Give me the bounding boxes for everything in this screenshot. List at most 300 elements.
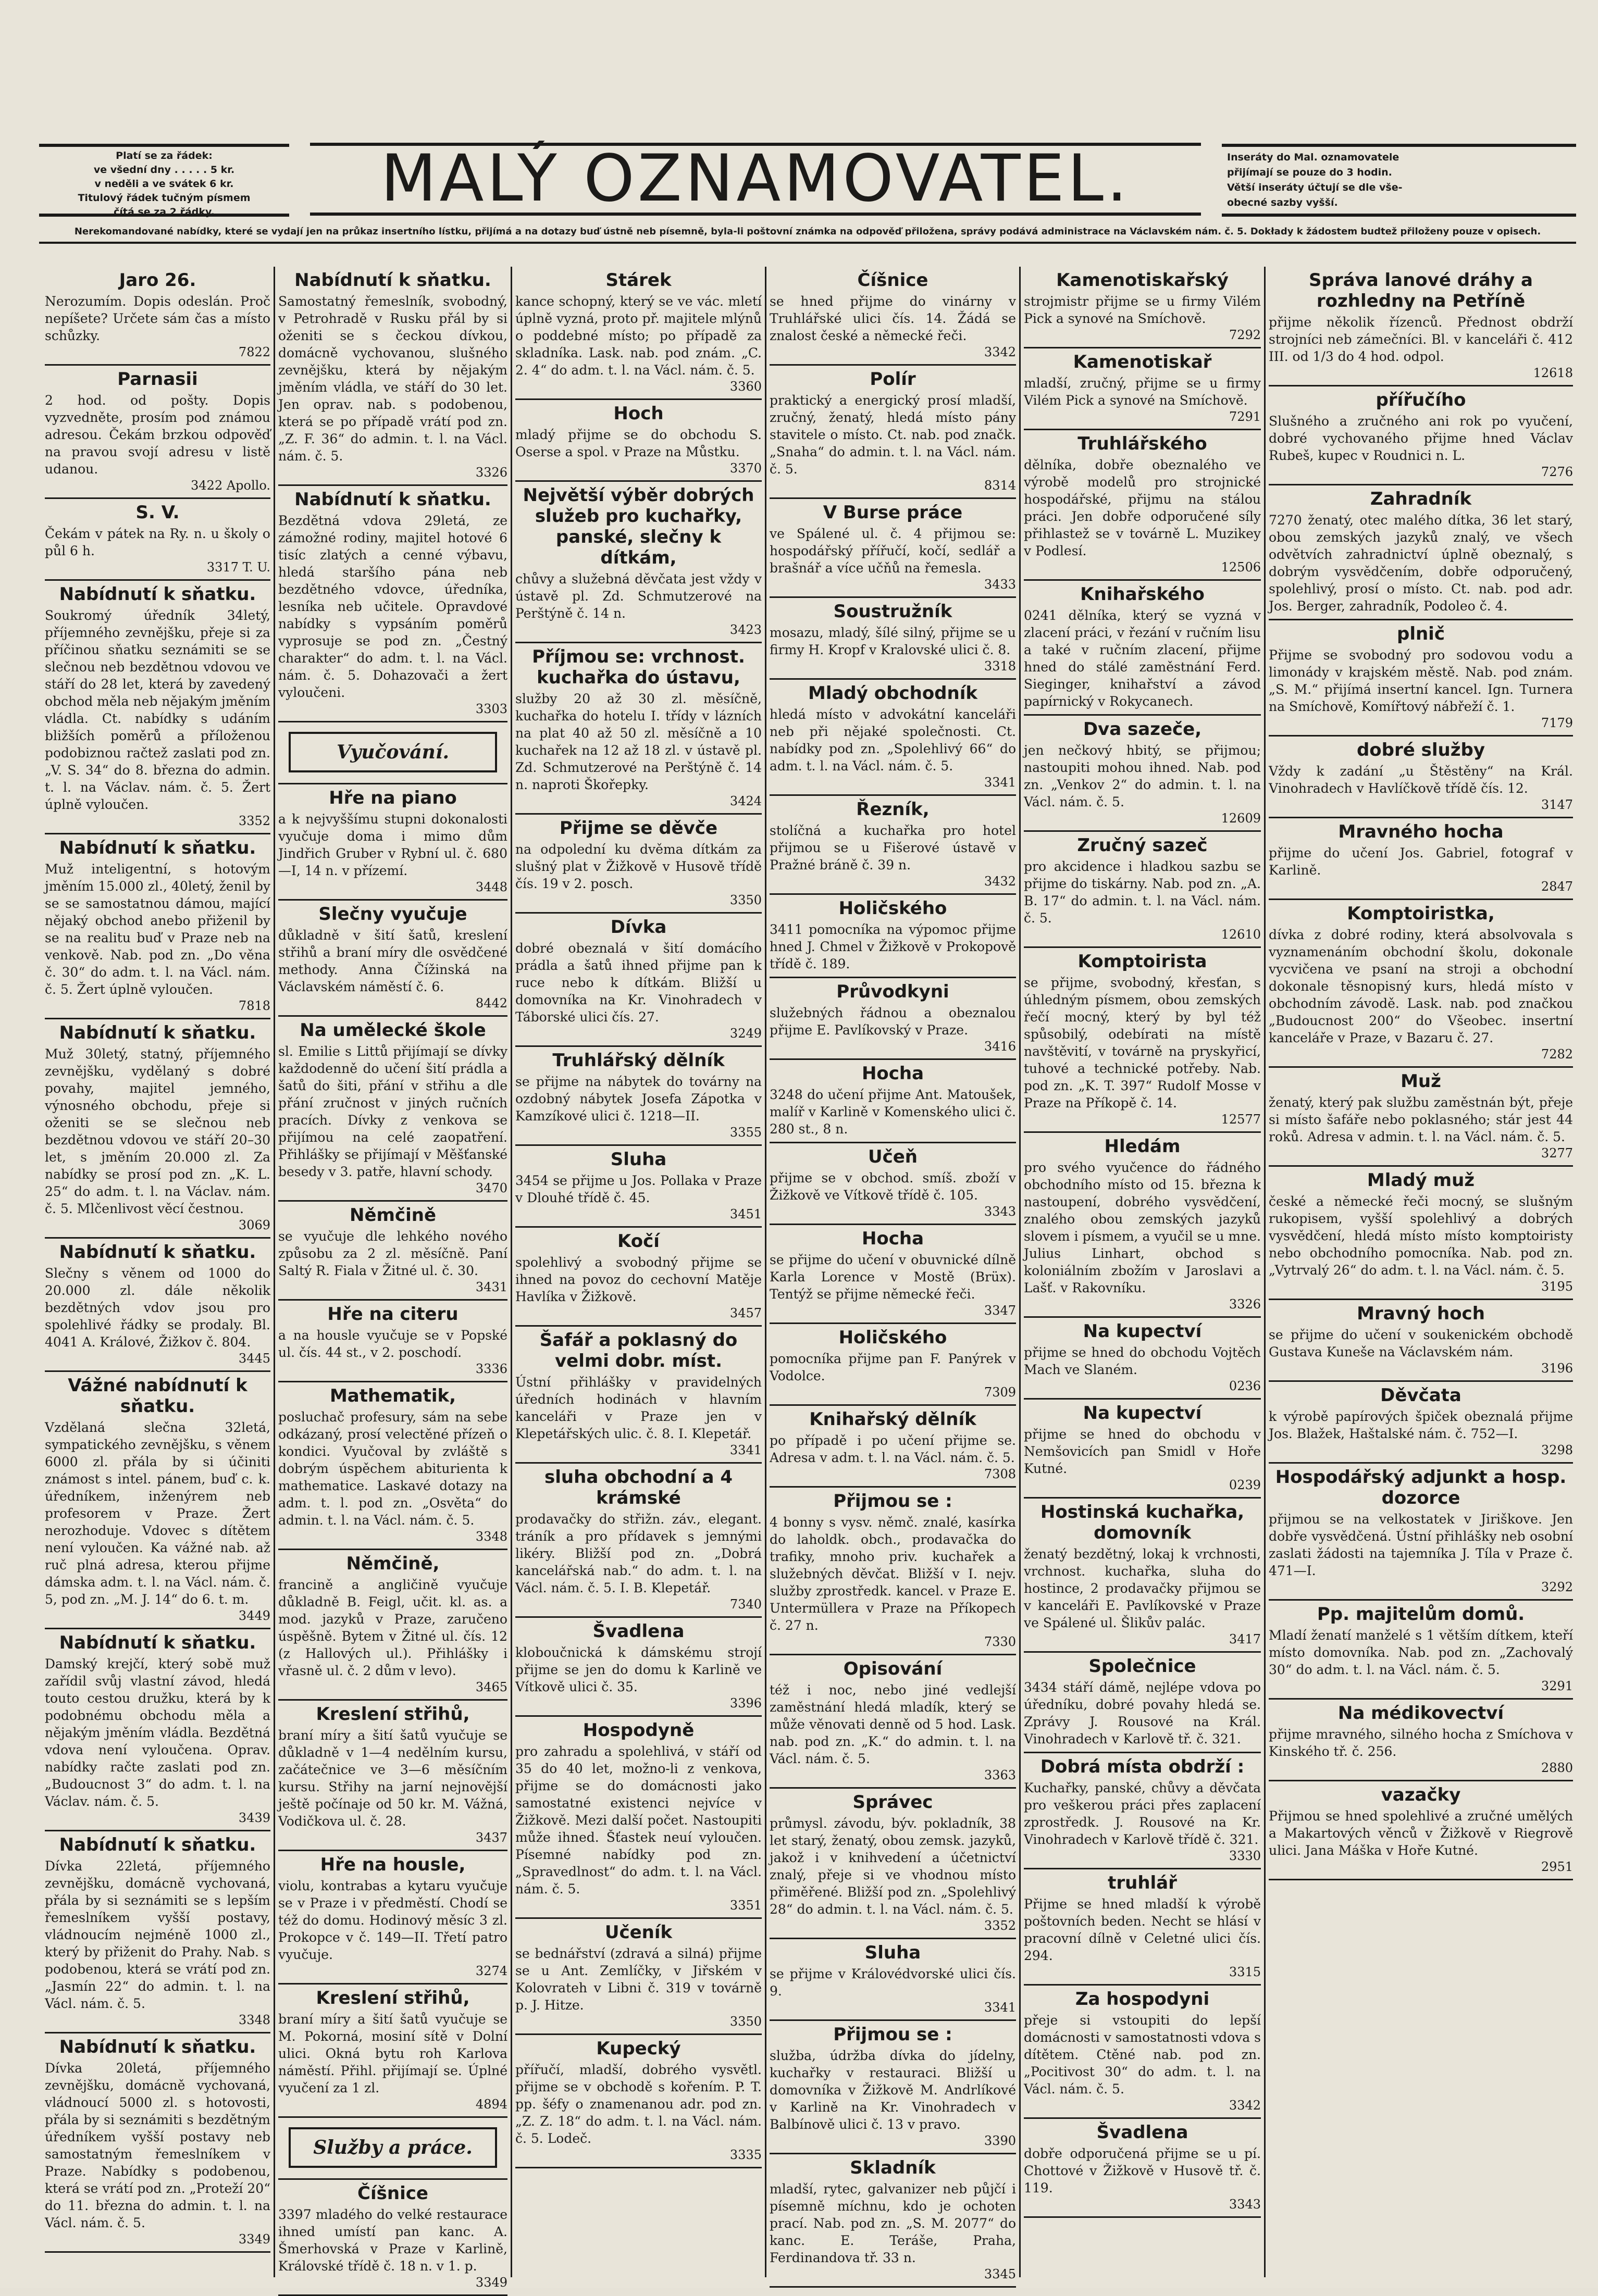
ad-number: 3350 — [729, 893, 762, 907]
ad-body: Muž inteligentní, s hotovým jměním 15.000 zl., 40letý, ženil by se se samostatnou dámou, mající nějaký obchod anebo přiženil by se na realitu buď v Praze neb na venkově. Nab. pod zn. „Do věna č. 30“ do adm. t. l. na Václ. nám. č. 5. Žert úplně vyloučen. — [45, 862, 270, 997]
ad-heading: Nabídnutí k sňatku. — [59, 838, 256, 858]
classified-ad — [1024, 948, 1261, 1133]
ad-body: přeje si vstoupiti do lepší domácnosti v samostatnosti vdova s dítětem. Ctěné nab. pod zn. „Pocitivost 30“ do adm. t. l. na Václ. nám. č. 5. — [1024, 2013, 1261, 2097]
ad-heading: V Burse práce — [823, 502, 963, 523]
classified-ad — [45, 1629, 270, 1831]
ad-heading: Na kupectví — [1083, 1321, 1202, 1342]
classified-ad — [278, 1985, 507, 2118]
ad-heading: Soustružník — [833, 601, 952, 622]
ad-number: 3422 Apollo. — [191, 478, 270, 493]
ad-body: kance schopný, který se ve vác. mletí úplně vyzná, proto př. majitele mlýnů o poddebné místo; po případě za skladníka. Lask. nab. pod znám. „C. 2. 4“ do adm. t. l. na Václ. nám. č. 5. — [515, 294, 762, 378]
ad-number: 3147 — [1541, 797, 1573, 812]
ad-number: 3291 — [1541, 1679, 1573, 1693]
ad-heading: Dobrá místa obdrží : — [1040, 1756, 1245, 1777]
classified-ad — [278, 901, 507, 1017]
ad-heading: Slečny vyučuje — [318, 904, 467, 925]
ad-number: 3315 — [1229, 1965, 1261, 1979]
ad-body: kloboučnická k dámskému strojí přijme se jen do domu k Karlině ve Vítkově ulici č. 35. — [515, 1645, 762, 1694]
classified-ad — [1024, 581, 1261, 716]
ad-body: dobré obeznalá v šití domácího prádla a šatů ihned přijme pan k ruce nebo k dítkám. Bližší u domovníka na Kr. Vinohradech v Táborské ulici čís. 27. — [515, 941, 762, 1025]
ad-body: posluchač profesury, sám na sebe odkázaný, prosí velectěné přízeň o kondici. Vyučoval by zvláště s dobrým úspěchem abiturienta k mathematice. Laskavé dotazy na adm. t. l. pod zn. „Osvěta“ do admin. t. l. na Václ. nám. č. 5. — [278, 1409, 507, 1528]
ad-body: braní míry a šití šatů vyučuje se M. Pokorná, mosiní sítě v Dolní ulici. Okná bytu roh Karlova náměstí. Přihl. přijímají se. Úplné vyučení za 1 zl. — [278, 2012, 507, 2095]
ad-body: jen nečkový hbitý, se přijmou; nastoupiti mohou ihned. Nab. pod zn. „Venkov 2“ do admin. t. l. na Václ. nám. č. 5. — [1024, 743, 1261, 809]
classified-ad — [1024, 716, 1261, 832]
ad-number: 3433 — [984, 577, 1016, 592]
info-line: Větší inseráty účtují se dle vše- — [1227, 182, 1403, 193]
ad-heading: Holičského — [838, 898, 947, 919]
ad-number: 3318 — [984, 659, 1016, 673]
classified-ad — [1024, 1499, 1261, 1653]
ad-heading: Na médikovectví — [1337, 1703, 1504, 1724]
ad-heading: Kočí — [617, 1231, 660, 1252]
ad-body: Muž 30letý, statný, příjemného zevnějšku, vydělaný s dobré povahy, majitel jemného, výnosného obchodu, přeje si oženiti se se slečnou neb bezdětnou vdovou ve stáří 20–30 let, s jměním 20.000 zl. Za nabídky se prosí pod zn. „K. L. 25“ do adm. t. l. na Václav. nám. č. 5. Mlčenlivost věcí čestnou. — [45, 1046, 270, 1216]
ad-heading: Mravného hocha — [1338, 821, 1504, 842]
ad-number: 2880 — [1541, 1761, 1573, 1775]
ad-body: Dívka 20letá, příjemného zevnějšku, domácně vychovaná, vládnoucí 5000 zl. s hotovosti, přála by si seznámiti s bezdětným úředníkem vyšší postavy neb samostatným řemeslníkem v Praze. Nabídky s podobenou, která se vrátí pod zn. „Proteží 20“ do 11. března do admin. t. l. na Václ. nám. č. 5. — [45, 2061, 270, 2230]
ad-heading: Komptoirista — [1077, 951, 1207, 972]
ad-number: 8442 — [475, 996, 507, 1010]
ad-body: a na housle vyučuje se v Popské ul. čís. 44 st., v 2. poschodí. — [278, 1328, 507, 1360]
ad-number: 3277 — [1541, 1146, 1573, 1161]
classified-ad — [770, 2021, 1016, 2154]
ad-body: služba, údržba dívka do jídelny, kuchařky v restauraci. Bližší u domovníka v Žižkově M. Andrlíkové v Karlině na Kr. Vinohradech v Balbínově ulici č. 13 v pravo. — [770, 2048, 1016, 2132]
classified-ad — [278, 1382, 507, 1550]
column-3 — [511, 267, 765, 2277]
classified-ad — [1024, 1869, 1261, 1986]
ad-number: 7276 — [1541, 465, 1573, 479]
ad-heading: Kupecký — [596, 2038, 681, 2059]
ad-number: 3336 — [475, 1362, 507, 1376]
classified-ad — [1024, 1653, 1261, 1753]
classified-ad — [278, 1550, 507, 1701]
classified-ad — [515, 914, 762, 1047]
classified-ad — [45, 1372, 270, 1629]
ad-number: 3417 — [1229, 1632, 1261, 1646]
ad-heading: Děvčata — [1380, 1385, 1461, 1406]
ad-body: Soukromý úředník 34letý, příjemného zevnějšku, přeje si za příčinou sňatku seznámiti se se slečnou neb bezdětnou vdovou ve stáří do 28 let, která by zavedený obchod měla neb nějakým jměním vládla. Ct. nabídky s udáním bližších poměrů a příloženou podobiznou račtež zaslati pod zn. „V. S. 34“ do 8. března do admin. t. l. na Václav. nám. č. 5. Žert úplně vyloučen. — [45, 608, 270, 812]
ad-body: francině a angličině vyučuje důkladně B. Feigl, učit. kl. as. a mod. jazyků v Praze, zaručeno úspěšně. Bytem v Žitné ul. čís. 12 (z Hallových ul.). Přihlášky i vřasně ul. č. 2 dům v levo). — [278, 1577, 507, 1678]
classified-ad — [770, 1939, 1016, 2021]
info-line: Inseráty do Mal. oznamovatele — [1227, 152, 1399, 163]
classified-ad — [1269, 1068, 1573, 1167]
ad-number: 12577 — [1221, 1112, 1261, 1127]
ad-number: 3345 — [984, 2267, 1016, 2281]
classified-ad — [1269, 1382, 1573, 1464]
classified-ad — [1269, 386, 1573, 485]
info-box — [1222, 144, 1576, 217]
classified-ad — [45, 1019, 270, 1239]
ad-body: po případě i po učení přijme se. Adresa v adm. t. l. na Václ. nám. č. 5. — [770, 1433, 1016, 1465]
ad-number: 3445 — [238, 1351, 270, 1366]
ad-number: 3363 — [984, 1768, 1016, 1782]
ad-heading: Nabídnutí k sňatku. — [59, 584, 256, 605]
ad-heading: Němčině, — [346, 1553, 440, 1574]
ad-heading: Kamenotiskař — [1073, 352, 1212, 372]
ad-number: 3326 — [1229, 1297, 1261, 1312]
ad-heading: Nabídnutí k sňatku. — [294, 270, 491, 291]
ad-heading: S. V. — [135, 502, 180, 523]
ad-body: se přijme v Královédvorské ulici čís. 9. — [770, 1966, 1016, 1999]
ad-number: 3355 — [729, 1125, 762, 1140]
ad-heading: Největší výběr dobrých služeb pro kuchařky, panské, slečny k dítkám, — [523, 485, 754, 568]
classified-ad — [770, 796, 1016, 895]
ad-body: spolehlivý a svobodný přijme se ihned na povoz do cechovní Matěje Havlíka v Žižkově. — [515, 1255, 762, 1304]
ad-heading: Na kupectví — [1083, 1403, 1202, 1424]
ad-heading: Hledám — [1104, 1136, 1181, 1157]
ad-number: 8314 — [984, 478, 1016, 493]
classified-ad — [45, 267, 270, 366]
ad-heading: Parnasii — [117, 369, 198, 390]
ad-heading: Hocha — [861, 1063, 924, 1084]
ad-heading: Hoch — [613, 403, 664, 424]
ad-heading: Kreslení střihů, — [316, 1704, 470, 1725]
classified-ad — [770, 1143, 1016, 1225]
ad-body: pomocníka přijme pan F. Panýrek v Vodolce. — [770, 1351, 1016, 1383]
ad-body: ve Spálené ul. č. 4 přijmou se: hospodářský přířučí, kočí, sedlář a brašnář a více učňů na řemesla. — [770, 526, 1016, 576]
rate-line: čítá se za 2 řádky. — [114, 206, 215, 218]
ad-body: se vyučuje dle lehkého nového způsobu za 2 zl. měsíčně. Paní Saltý R. Fiala v Žitné ul. č. 30. — [278, 1229, 507, 1278]
classified-ad — [515, 1717, 762, 1919]
ad-body: pro zahradu a spolehlivá, v stáří od 35 do 40 let, možno-li z venkova, přijme se do domácnosti jako samostatné existenci nejvíce v Žižkově. Mezi další počet. Nastoupiti může ihned. Šťastek neuí vyloučen. Písemné nabídky pod zn. „Spravedlnost“ do adm. t. l. na Václ. nám. č. 5. — [515, 1744, 762, 1896]
ad-body: braní míry a šití šatů vyučuje se důkladně v 1—4 nedělním kursu, začátečnice ve 3—6 měsíčním kursu. Střihy na jarní nejnovější ještě počínaje od 50 kr. M. Vážná, Vodičkova ul. č. 28. — [278, 1728, 507, 1829]
classified-ad — [278, 1301, 507, 1382]
ad-number: 3350 — [729, 2014, 762, 2029]
section-heading: Služby a práce. — [289, 2127, 497, 2168]
ad-number: 3195 — [1541, 1279, 1573, 1294]
ad-body: Nerozumím. Dopis odeslán. Proč nepíšete? Určete sám čas a místo schůzky. — [45, 294, 270, 343]
ad-heading: vazačky — [1381, 1785, 1461, 1805]
ad-number: 7340 — [729, 1597, 762, 1612]
ad-number: 3349 — [238, 2232, 270, 2247]
ad-number: 3343 — [984, 1204, 1016, 1219]
classified-ad — [1269, 1601, 1573, 1700]
ad-heading: Mravný hoch — [1357, 1303, 1485, 1324]
ad-body: chůvy a služebná děvčata jest vždy v ústavě pl. Zd. Schmutzerové na Perštýně č. 14 n. — [515, 571, 762, 621]
ad-number: 3330 — [1229, 1849, 1261, 1863]
ad-heading: Nabídnutí k sňatku. — [59, 1835, 256, 1855]
classified-ad — [1269, 1700, 1573, 1781]
classified-ad — [1269, 485, 1573, 620]
ad-heading: Kamenotiskařský — [1056, 270, 1229, 291]
page-title: MALÝ OZNAMOVATEL. — [310, 143, 1201, 216]
ad-body: se přijme na nábytek do továrny na ozdobný nábytek Josefa Zápotka v Kamzíkové ulici č. 1218—II. — [515, 1074, 762, 1124]
ad-body: Dívka 22letá, příjemného zevnějšku, domácně vychovaná, přála by si seznámiti se s lepším řemeslníkem vyšší postavy, vládnoucím nejméně 1000 zl., který by přiženit do Prahy. Nab. s podobenou, která se vrátí pod zn. „Jasmín 22“ do admin. t. l. na Václ. nám. č. 5. — [45, 1858, 270, 2011]
ad-heading: Komptoiristka, — [1347, 903, 1495, 924]
ad-number: 3470 — [475, 1181, 507, 1195]
ad-body: 3397 mladého do velké restaurace ihned umístí pan kanc. A. Šmerhovská v Praze v Karlině, Královské třídě č. 18 n. v 1. p. — [278, 2207, 507, 2274]
classified-ad — [45, 366, 270, 499]
ad-body: 3411 pomocníka na výpomoc přijme hned J. Chmel v Žižkově v Prokopově třídě č. 189. — [770, 922, 1016, 971]
classified-ad — [1024, 1753, 1261, 1869]
classified-ad — [770, 680, 1016, 796]
ad-number: 7822 — [238, 345, 270, 359]
ad-number: 3431 — [475, 1280, 507, 1294]
classified-ad — [1024, 1986, 1261, 2119]
ad-body: přijme několik řízenců. Přednost obdrží strojníci neb zámečníci. Bl. v kanceláři č. 412 III. od 1/3 do 4 hod. odpol. — [1269, 315, 1573, 364]
ad-heading: Polír — [870, 369, 916, 390]
ad-heading: Správa lanové dráhy a rozhledny na Petříně — [1309, 270, 1533, 311]
ad-body: se přijme, svobodný, křesťan, s úhledným písmem, obou zemských řečí mocný, který by byl též spůsobilý, odebírati na místě navštěvití, v továrně na pryskyřicí, tuhové a technické potřeby. Nab. pod zn. „K. T. 397“ Rudolf Mosse v Praze na Příkopě č. 14. — [1024, 975, 1261, 1110]
ad-number: 3342 — [984, 345, 1016, 359]
ad-number: 3335 — [729, 2148, 762, 2162]
ad-number: 3196 — [1541, 1361, 1573, 1376]
classified-ad — [1269, 620, 1573, 737]
classified-ad — [1024, 348, 1261, 430]
ad-number: 7309 — [984, 1385, 1016, 1400]
ad-body: ženatý bezdětný, lokaj k vrchnosti, vrchnost. kuchařka, sluha do hostince, 2 prodavačky přijmou se v kanceláři E. Pavlíkovské v Praze ve Spálené ul. Šlikův palác. — [1024, 1546, 1261, 1630]
ad-number: 3451 — [729, 1207, 762, 1221]
classified-ad — [1269, 737, 1573, 818]
ad-heading: Švadlena — [592, 1621, 685, 1642]
classified-ad — [515, 815, 762, 914]
ad-number: 7818 — [238, 999, 270, 1013]
ad-heading: Přijmou se : — [833, 2024, 952, 2045]
ad-body: ženatý, který pak službu zaměstnán být, přeje si místo šafáře nebo poklasného; stár jest 44 roků. Adresa v admin. t. l. na Václ. nám. č. 5. — [1269, 1095, 1573, 1144]
classified-ad — [278, 486, 507, 722]
ad-body: Bezdětná vdova 29letá, ze zámožné rodiny, majitel hotové 6 tisíc zlatých a cenné výbavu, hledá staršího pána neb bezdětného vdovce, úředníka, lesníka neb učitele. Opravdové nabídky s vypsáním poměrů vyprosuje se pod zn. „Čestný charakter“ do adm. t. l. na Václ. nám. č. 5. Dohazovači a žert vyloučeni. — [278, 513, 507, 700]
ad-heading: sluha obchodní a 4 krámské — [544, 1467, 733, 1508]
ad-body: hledá místo v advokátní kanceláři neb při nějaké společnosti. Ct. nabídky pod zn. „Spolehlivý 66“ do adm. t. l. na Václ. nám. č. 5. — [770, 707, 1016, 773]
classified-ad — [278, 1017, 507, 1202]
ad-heading: Stárek — [605, 270, 672, 291]
classified-ad — [1269, 818, 1573, 900]
ad-heading: Opisování — [843, 1658, 943, 1679]
ad-number: 2847 — [1541, 879, 1573, 894]
ad-body: služebných řádnou a obeznalou přijme E. Pavlíkovský v Praze. — [770, 1005, 1016, 1038]
classified-ad — [770, 499, 1016, 598]
ad-heading: Truhlářský dělník — [552, 1050, 725, 1071]
ad-heading: Dívka — [610, 917, 667, 938]
ad-heading: Dva sazeče, — [1083, 719, 1202, 740]
ad-number: 3348 — [475, 1529, 507, 1544]
ad-body: k výrobě papírových špiček obeznalá přijme Jos. Blažek, Haštalské nám. č. 752—I. — [1269, 1409, 1573, 1441]
classified-ad — [278, 722, 507, 784]
ad-body: pro akcidence i hladkou sazbu se přijme do tiskárny. Nab. pod zn. „A. B. 17“ do admin. t. l. na Václ. nám. č. 5. — [1024, 859, 1261, 926]
ad-body: strojmistr přijme se u firmy Vilém Pick a synové na Smíchově. — [1024, 294, 1261, 326]
ad-heading: Holičského — [838, 1327, 947, 1348]
ad-heading: Hospodyně — [583, 1720, 695, 1741]
ad-body: 3248 do učení přijme Ant. Matoušek, malíř v Karlině v Komenského ulici č. 280 st., 8 n. — [770, 1087, 1016, 1137]
ad-heading: Pp. majitelům domů. — [1317, 1604, 1525, 1625]
ad-heading: dobré služby — [1356, 740, 1485, 760]
ad-heading: Číšnice — [357, 2183, 428, 2204]
ad-heading: Nabídnutí k sňatku. — [59, 1632, 256, 1653]
classified-ad — [278, 1202, 507, 1301]
ad-body: Slečny s věnem od 1000 do 20.000 zl. dále několik bezdětných vdov jsou pro spolehlivé řádky se prodaly. Bl. 4041 A. Králové, Žižkov č. 804. — [45, 1266, 270, 1350]
ad-number: 7330 — [984, 1634, 1016, 1649]
ad-body: violu, kontrabas a kytaru vyučuje se v Praze i v předměstí. Chodí se též do domu. Hodinový měsíc 3 zl. Prokopce v č. 149—II. Třetí patro vyučuje. — [278, 1878, 507, 1962]
classified-ad — [1024, 1400, 1261, 1499]
classified-ad — [1269, 1781, 1573, 1880]
ad-body: praktický a energický prosí mladší, zručný, ženatý, hledá místo pány stavitele o místo. Ct. nab. pod značk. „Snaha“ do admin. t. l. na Václ. nám. č. 5. — [770, 393, 1016, 477]
ad-heading: Správec — [852, 1792, 933, 1813]
classified-ad — [1269, 1464, 1573, 1601]
ad-body: se přijme do učení v obuvnické dílně Karla Lorence v Mostě (Brüx). Tentýž se přijme německé řeči. — [770, 1252, 1016, 1302]
classified-ad — [515, 1327, 762, 1464]
classified-ad — [770, 978, 1016, 1060]
classified-ad — [45, 2033, 270, 2253]
ad-body: Čekám v pátek na Ry. n. u školy o půl 6 h. — [45, 526, 270, 558]
ad-heading: Průvodkyni — [836, 981, 949, 1002]
ad-heading: Mladý muž — [1367, 1170, 1475, 1191]
ad-body: prodavačky do střižn. záv., elegant. tráník a pro přídavek s jemnými likéry. Bližší pod zn. „Dobrá kancelářská nab.“ do adm. t. l. na Václ. nám. č. 5. I. B. Klepetář. — [515, 1512, 762, 1595]
ad-body: přijme se hned do obchodu Vojtěch Mach ve Slaném. — [1024, 1345, 1261, 1377]
classified-ad — [770, 2154, 1016, 2288]
rate-line: Platí se za řádek: — [116, 150, 213, 161]
classified-ad — [770, 598, 1016, 680]
rate-line: Titulový řádek tučným písmem — [78, 192, 251, 204]
ad-heading: truhlář — [1108, 1873, 1177, 1893]
ad-number: 3069 — [238, 1218, 270, 1232]
ad-heading: Němčině — [349, 1205, 436, 1226]
ad-number: 3424 — [729, 794, 762, 808]
classified-ad — [1269, 267, 1573, 386]
ad-heading: Švadlena — [1096, 2122, 1188, 2143]
classified-ad — [278, 784, 507, 901]
ad-number: 3341 — [984, 2000, 1016, 2015]
ad-body: Samostatný řemeslník, svobodný, v Petrohradě v Rusku přál by si oženiti se s čeckou dívkou, domácně vychovanou, slušného zevnějšku, která by nějakým jměním vládla, ve stáří do 30 let. Jen oprav. nab. s podobenou, která se po případě vrátí pod zn. „Z. F. 36“ do admin. t. l. na Václ. nám. č. 5. — [278, 294, 507, 464]
info-line: obecné sazby vyšší. — [1227, 197, 1338, 208]
classified-ad — [515, 1464, 762, 1618]
notice-line: Nerekomandované nabídky, které se vydají jen na průkaz insertního lístku, přijímá a na dotazy buď ústně neb písemně, byla-li poštovní známka na odpověď přiložena, správy podává administrace na Václavském nám. č. 5. Dokłady k žádostem budtež přiloženy pouze v opisech. — [39, 225, 1576, 244]
ad-number: 7292 — [1229, 328, 1261, 342]
ad-heading: Knihařský dělník — [809, 1409, 976, 1430]
classified-ad — [515, 482, 762, 643]
ad-heading: přířučího — [1376, 390, 1466, 410]
ad-body: se bednářství (zdravá a silná) přijme se u Ant. Zemlíčky, v Jiřském v Kolovrateh v Libni č. 319 v továrně p. J. Hitze. — [515, 1946, 762, 2013]
ad-heading: Hocha — [861, 1228, 924, 1249]
ad-body: Přijmou se hned spolehlivé a zručné umělých a Makartových věnců v Žižkově v Riegrově ulici. Jana Máška v Hoře Kutné. — [1269, 1808, 1573, 1858]
ad-number: 3396 — [729, 1696, 762, 1711]
ad-heading: Sluha — [864, 1942, 921, 1963]
classified-ad — [515, 1047, 762, 1146]
ad-number: 3292 — [1541, 1580, 1573, 1594]
ad-number: 3343 — [1229, 2197, 1261, 2212]
rate-line: v neděli a ve svátek 6 kr. — [94, 178, 234, 190]
ad-number: 2951 — [1541, 1860, 1573, 1874]
ad-number: 3370 — [729, 461, 762, 476]
ad-number: 12506 — [1221, 560, 1261, 575]
ad-heading: Příjmou se: vrchnost. kuchařka do ústavu, — [532, 646, 745, 688]
classified-ad — [45, 581, 270, 834]
rate-box — [39, 144, 289, 217]
ad-body: přijme do učení Jos. Gabriel, fotograf v Karlině. — [1269, 845, 1573, 878]
ad-number: 0236 — [1229, 1379, 1261, 1393]
ad-heading: Hře na housle, — [320, 1854, 466, 1875]
ad-number: 3341 — [729, 1443, 762, 1457]
ad-body: přijme se v obchod. smíš. zboží v Žižkově ve Vítkově třídě č. 105. — [770, 1170, 1016, 1203]
ad-body: 4 bonny s vysv. němč. znalé, kasírka do laholdk. obch., prodavačka do trafiky, mnoho priv. kuchařek a služebných děvčat. Bližší v I. nejv. služby zprostředk. kancel. v Praze E. Untermüllera v Praze na Příkopech č. 27 n. — [770, 1515, 1016, 1633]
classified-ad — [278, 1701, 507, 1851]
ad-number: 7291 — [1229, 409, 1261, 424]
ad-body: české a německé řeči mocný, se slušným rukopisem, vyšší spolehlivý a dobrých vysvědčení, hledá místo místo komptoiristy nebo obchodního pomocníka. Nab. pod zn. „Vytrvalý 26“ do adm. t. l. na Václ. nám. č. 5. — [1269, 1194, 1573, 1278]
ad-heading: Zahradník — [1370, 489, 1472, 509]
ad-body: Damský krejčí, který sobě muž zařídil svůj vlastní závod, hledá touto cestou družku, která by k podobnému obchodu měla a nějakým jměním vládla. Bezdětná vdova není vyloučena. Oprav. nabídky račte zaslati pod zn. „Budoucnost 3“ do adm. t. l. na Václav. nám. č. 5. — [45, 1656, 270, 1809]
ad-heading: Hře na citeru — [327, 1304, 459, 1325]
ad-heading: Nabídnutí k sňatku. — [59, 2037, 256, 2057]
classified-ad — [515, 267, 762, 400]
ad-number: 3303 — [475, 702, 507, 716]
ad-heading: Za hospodyni — [1075, 1989, 1210, 2010]
ad-number: 7308 — [984, 1467, 1016, 1481]
ad-heading: Přijmou se : — [833, 1491, 952, 1512]
ad-body: průmysl. závodu, býv. pokladník, 38 let starý, ženatý, obou zemsk. jazyků, jakož i v knihvedení a účetnictví znalý, přeje si ve vhodnou místo přiměřené. Bližší pod zn. „Spolehlivý 28“ do admin. t. l. na Václ. nám. č. 5. — [770, 1816, 1016, 1917]
classified-ad — [1269, 1300, 1573, 1382]
classified-ad — [1269, 900, 1573, 1068]
ad-body: přijme se hned do obchodu v Nemšovicích pan Smidl v Hoře Kutné. — [1024, 1427, 1261, 1476]
ad-heading: Vážné nabídnutí k sňatku. — [68, 1375, 247, 1417]
ad-body: 2 hod. od pošty. Dopis vyzvedněte, prosím pod známou adresou. Čekám brzkou odpověď na pravou svojí adresu v listě udanou. — [45, 393, 270, 477]
classified-ad — [770, 1225, 1016, 1324]
classified-ad — [1024, 430, 1261, 581]
ad-heading: Hostinská kuchařka, domovník — [1040, 1502, 1245, 1543]
ad-number: 12618 — [1533, 366, 1573, 380]
classified-ad — [278, 2118, 507, 2180]
info-line: přijímají se pouze do 3 hodin. — [1227, 167, 1392, 178]
classified-ad — [1024, 832, 1261, 948]
classified-ad — [1024, 1318, 1261, 1400]
ad-heading: Mathematik, — [329, 1386, 456, 1406]
ad-heading: Řezník, — [856, 799, 930, 820]
ad-body: přijme mravného, silného hocha z Smíchova v Kinského tř. č. 256. — [1269, 1727, 1573, 1759]
ad-body: sl. Emilie s Littů přijímají se dívky každodenně do učení šití prádla a šatů do šiti, přání v střihu a dle přání zručnost v jiných ručních pracích. Dívky z venkova se přijímou na celé zaopatření. Přihlášky se přijímají v Měšťanské besedy v 3. patře, hlavní schody. — [278, 1044, 507, 1179]
classified-ad — [515, 1146, 762, 1228]
ad-number: 7282 — [1541, 1047, 1573, 1062]
column-2 — [274, 267, 511, 2290]
ad-number: 3298 — [1541, 1443, 1573, 1457]
ad-heading: plnič — [1396, 623, 1445, 644]
ad-number: 3342 — [1229, 2098, 1261, 2113]
ad-heading: Hospodářský adjunkt a hosp. dozorce — [1275, 1467, 1567, 1508]
ad-number: 0239 — [1229, 1478, 1261, 1492]
masthead — [39, 140, 1576, 223]
ad-heading: Jaro 26. — [119, 270, 196, 291]
ad-number: 3341 — [984, 775, 1016, 790]
ad-body: a k nejvyššímu stupni dokonalosti vyučuje doma i mimo dům Jindřich Gruber v Rybní ul. č. 680—I, 14 n. v přízemí. — [278, 812, 507, 878]
ad-body: dívka z dobré rodiny, která absolvovala s vyznamenáním obchodní školu, dokonale vycvičena ve psaní na stroji a obchodní dokonale těsnopisný kurs, hledá místo v obchodním závodě. Lask. nab. pod značkou „Budoucnost 200“ do Všeobec. insertní kanceláře v Praze, v Bazaru č. 27. — [1269, 927, 1573, 1045]
ad-number: 12610 — [1221, 927, 1261, 942]
classified-ad — [770, 1789, 1016, 1939]
ad-body: služby 20 až 30 zl. měsíčně, kuchařka do hotelu I. třídy v lázních na plat 40 až 50 zl. měsíčně a 10 kuchařek na 12 až 18 zl. v ústavě pl. Zd. Schmutzerové na Perštýně č. 14 n. naproti Škořepky. — [515, 691, 762, 792]
ad-heading: Nabídnutí k sňatku. — [294, 489, 491, 510]
ad-body: Mladí ženatí manželé s 1 větším dítkem, kteří místo domovníka. Nab. pod zn. „Zachovalý 30“ do adm. t. l. na Václ. nám. č. 5. — [1269, 1628, 1573, 1677]
ad-number: 3390 — [984, 2133, 1016, 2148]
ad-heading: Nabídnutí k sňatku. — [59, 1242, 256, 1263]
ad-body: pro svého vyučence do řádného obchodního místo od 15. března k nastoupení, dobrého vysvědčení, znalého obou zemských jazyků slovem i písmem, a vyučil se u mne. Julius Linhart, obchod s koloniálním zbožím v Jaroslavi a Lašť. v Rakovníku. — [1024, 1160, 1261, 1295]
ad-number: 3349 — [475, 2275, 507, 2290]
ad-heading: Sluha — [610, 1149, 667, 1170]
ad-number: 3352 — [238, 814, 270, 828]
column-4 — [765, 267, 1019, 2281]
ad-heading: Učeň — [868, 1146, 918, 1167]
classified-ad — [45, 1831, 270, 2033]
column-1 — [42, 267, 274, 2277]
classified-ad — [515, 2035, 762, 2168]
ad-body: mosazu, mladý, šílé silný, přijme se u firmy H. Kropf v Kralovské ulici č. 8. — [770, 625, 1016, 657]
ad-body: Vždy k zadání „u Štěstěny“ na Král. Vinohradech v Havlíčkově třídě čís. 12. — [1269, 764, 1573, 796]
classified-ad — [515, 400, 762, 482]
ad-body: Přijme se svobodný pro sodovou vodu a limonády v krajském městě. Nab. pod znám. „S. M.“ přijímá insertní kancel. Ign. Turnera na Smíchově, Komířtový nábřeží č. 1. — [1269, 647, 1573, 714]
classified-ad — [770, 1060, 1016, 1143]
ad-heading: Přijme se děvče — [559, 818, 718, 839]
ad-number: 3437 — [475, 1830, 507, 1845]
classified-ad — [1024, 1133, 1261, 1318]
ad-body: 0241 dělníka, který se vyzná v zlacení práci, v řezání v ručním lisu a také v ručním zlacení, přijme hned do stálé zaměstnání Ferd. Sieginger, knihařství a závod papírnický v Rokycanech. — [1024, 608, 1261, 709]
section-heading: Vyučování. — [289, 732, 497, 772]
ad-number: 4894 — [475, 2097, 507, 2112]
ad-body: dělníka, dobře obeznalého ve výrobě modelů pro strojnické hospodářské, přijmu na stálou práci. Jen dobře odporučené síly přihlastež se v továrně L. Muzikey v Podlesí. — [1024, 457, 1261, 558]
ad-number: 3274 — [475, 1964, 507, 1978]
